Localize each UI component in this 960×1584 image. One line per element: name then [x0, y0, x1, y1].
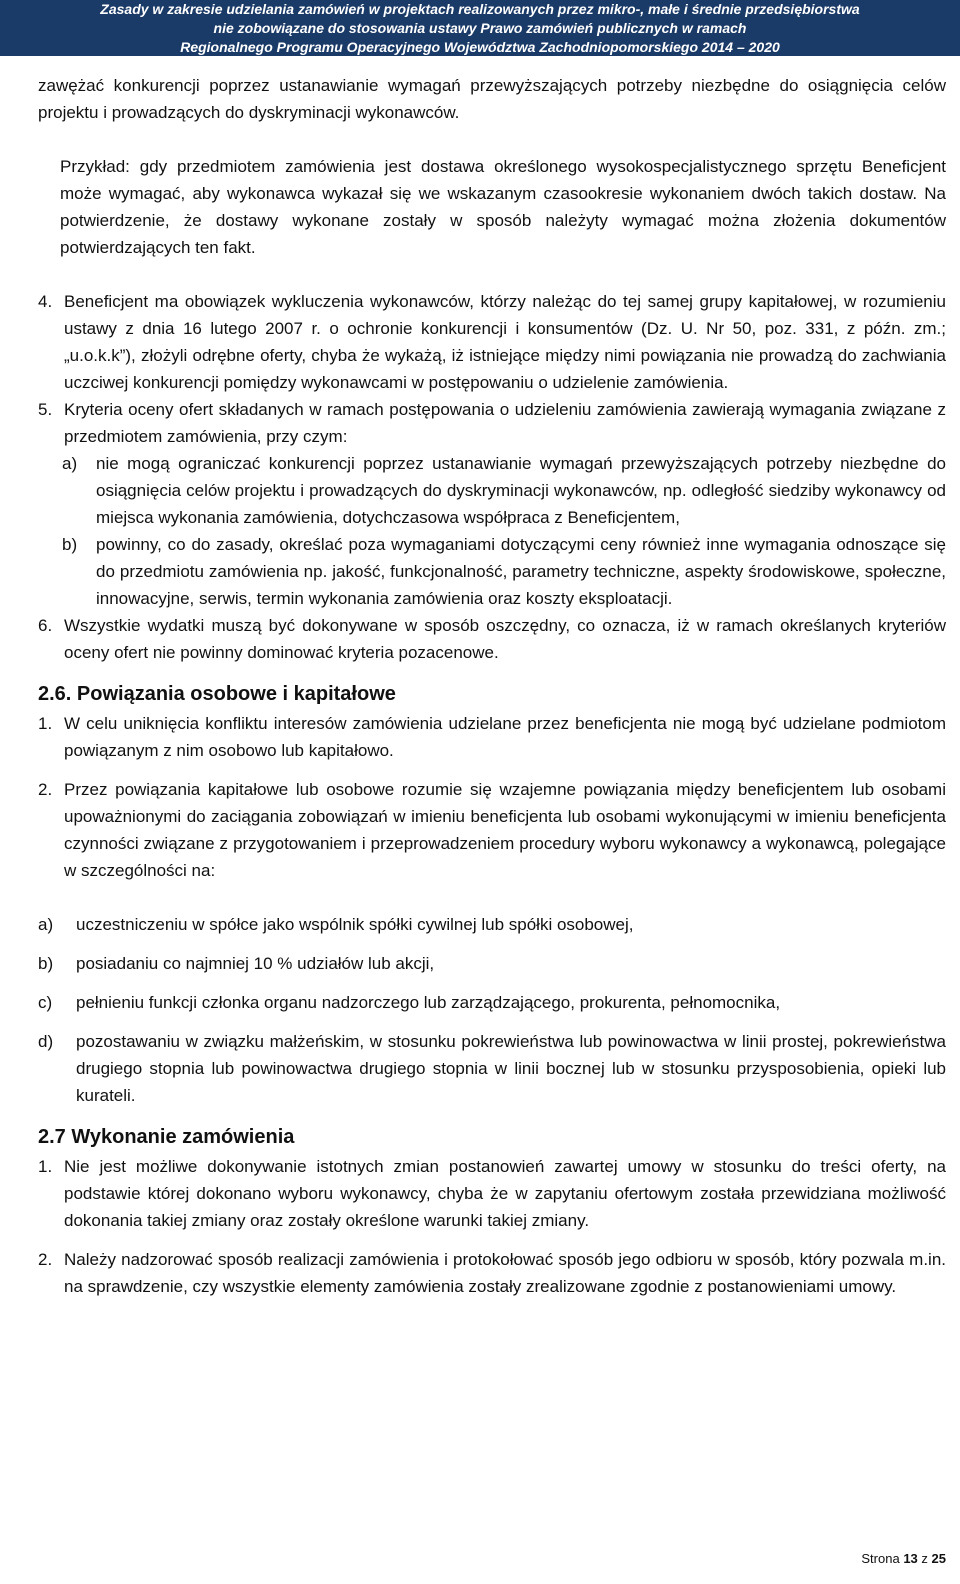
list-item-5 — [38, 396, 946, 450]
list-letter: d) — [38, 1032, 54, 1051]
list-number: 4. — [38, 292, 53, 311]
intro-paragraph: zawężać konkurencji poprzez ustanawianie wymagań przewyższających potrzeby niezbędne do osiągnięcia celów projektu i prowadzących do dyskryminacji wykonawców. — [38, 76, 946, 122]
section-heading-2-7: 2.7 Wykonanie zamówienia — [38, 1126, 295, 1148]
list-letter: a) — [62, 454, 78, 473]
list-text: W celu uniknięcia konfliktu interesów zamówienia udzielane przez beneficjenta nie mogą być udzielane podmiotom powiązanym z nim osobowo lub kapitałowo. — [64, 714, 946, 760]
list-letter: a) — [38, 915, 54, 934]
list-text: pozostawaniu w związku małżeńskim, w stosunku pokrewieństwa lub powinowactwa w linii prostej, pokrewieństwa drugiego stopnia lub powinowactwa drugiego stopnia w linii bocznej lub w stosunku przysposobienia, opieki lub kurateli. — [76, 1032, 946, 1105]
list-text: nie mogą ograniczać konkurencji poprzez ustanawianie wymagań przewyższających potrzeby niezbędne do osiągnięcia celów projektu i prowadzących do dyskryminacji wykonawców, np. odległość siedziby wykonawcy od miejsca wykonania zamówienia, dotychczasowa współpraca z Beneficjentem, — [96, 454, 946, 527]
section-heading-2-6: 2.6. Powiązania osobowe i kapitałowe — [38, 683, 396, 705]
list-text: Przez powiązania kapitałowe lub osobowe rozumie się wzajemne powiązania między beneficjentem lub osobami upoważnionymi do zaciągania zobowiązań w imieniu beneficjenta lub osobami wykonującymi w imieniu beneficjenta czynności związane z przygotowaniem i przeprowadzeniem procedury wyboru wykonawcy a wykonawcą, polegające w szczególności na: — [64, 780, 946, 880]
document-body — [38, 72, 946, 1300]
list-number: 1. — [38, 1157, 53, 1176]
total-pages-number: 25 — [931, 1551, 946, 1566]
list-number: 6. — [38, 616, 53, 635]
example-paragraph: Przykład: gdy przedmiotem zamówienia jest dostawa określonego wysokospecjalistycznego sprzętu Beneficjent może wymagać, aby wykonawca wykazał się we wskazanym czasookresie wykonaniem dwóch takich dostaw. Na potwierdzenie, że dostawy wykonane zostały w sposób należyty wymagać można złożenia dokumentów potwierdzających ten fakt. — [60, 157, 946, 257]
list-number: 5. — [38, 400, 53, 419]
list-item-26-c — [38, 989, 946, 1016]
list-item-5b — [38, 531, 946, 612]
current-page-number: 13 — [903, 1551, 918, 1566]
list-item-26-1 — [38, 710, 946, 764]
list-number: 1. — [38, 714, 53, 733]
list-text: uczestniczeniu w spółce jako wspólnik spółki cywilnej lub spółki osobowej, — [76, 915, 634, 934]
list-text: powinny, co do zasady, określać poza wymaganiami dotyczącymi ceny również inne wymagania odnoszące się do przedmiotu zamówienia np. jakość, funkcjonalność, parametry techniczne, aspekty środowiskowe, społeczne, innowacyjne, serwis, termin wykonania zamówienia oraz koszty eksploatacji. — [96, 535, 946, 608]
list-item-26-2 — [38, 776, 946, 884]
list-letter: b) — [62, 535, 78, 554]
list-item-27-2 — [38, 1246, 946, 1300]
header-line-3: Regionalnego Programu Operacyjnego Województwa Zachodniopomorskiego 2014 – 2020 — [180, 39, 780, 55]
list-text: Beneficjent ma obowiązek wykluczenia wykonawców, którzy należąc do tej samej grupy kapitałowej, w rozumieniu ustawy z dnia 16 lutego 2007 r. o ochronie konkurencji i konsumentów (Dz. U. Nr 50, poz. 331, z późn. zm.; „u.o.k.k”), złożyli odrębne oferty, chyba że wykażą, iż istniejące między nimi powiązania nie prowadzą do zachwiania uczciwej konkurencji pomiędzy wykonawcami w postępowaniu o udzielenie zamówienia. — [64, 292, 946, 392]
list-item-4 — [38, 288, 946, 396]
list-text: posiadaniu co najmniej 10 % udziałów lub akcji, — [76, 954, 435, 973]
list-text: pełnieniu funkcji członka organu nadzorczego lub zarządzającego, prokurenta, pełnomocnika, — [76, 993, 781, 1012]
header-line-2: nie zobowiązane do stosowania ustawy Prawo zamówień publicznych w ramach — [213, 20, 747, 36]
list-item-5a — [38, 450, 946, 531]
list-text: Nie jest możliwe dokonywanie istotnych zmian postanowień zawartej umowy w stosunku do treści oferty, na podstawie której dokonano wyboru wykonawcy, chyba że w zapytaniu ofertowym została przewidziana możliwość dokonania takiej zmiany oraz zostały określone warunki takiej zmiany. — [64, 1157, 946, 1230]
list-item-26-b — [38, 950, 946, 977]
page-separator: z — [921, 1551, 928, 1566]
page-label: Strona — [861, 1551, 900, 1566]
page-header — [0, 0, 960, 56]
list-item-27-1 — [38, 1153, 946, 1234]
list-item-26-a — [38, 911, 946, 938]
list-text: Należy nadzorować sposób realizacji zamówienia i protokołować sposób jego odbioru w sposób, który pozwala m.in. na sprawdzenie, czy wszystkie elementy zamówienia zostały zrealizowane zgodnie z postanowieniami umowy. — [64, 1250, 946, 1296]
list-letter: b) — [38, 954, 54, 973]
list-text: Kryteria oceny ofert składanych w ramach postępowania o udzieleniu zamówienia zawierają wymagania związane z przedmiotem zamówienia, przy czym: — [64, 400, 946, 446]
page-footer — [861, 1551, 946, 1566]
list-letter: c) — [38, 993, 53, 1012]
list-item-26-d — [38, 1028, 946, 1109]
list-item-6 — [38, 612, 946, 666]
list-number: 2. — [38, 1250, 53, 1269]
list-number: 2. — [38, 780, 53, 799]
header-line-1: Zasady w zakresie udzielania zamówień w projektach realizowanych przez mikro-, małe i średnie przedsiębiorstwa — [100, 1, 860, 17]
list-text: Wszystkie wydatki muszą być dokonywane w sposób oszczędny, co oznacza, iż w ramach określanych kryteriów oceny ofert nie powinny dominować kryteria pozacenowe. — [64, 616, 946, 662]
